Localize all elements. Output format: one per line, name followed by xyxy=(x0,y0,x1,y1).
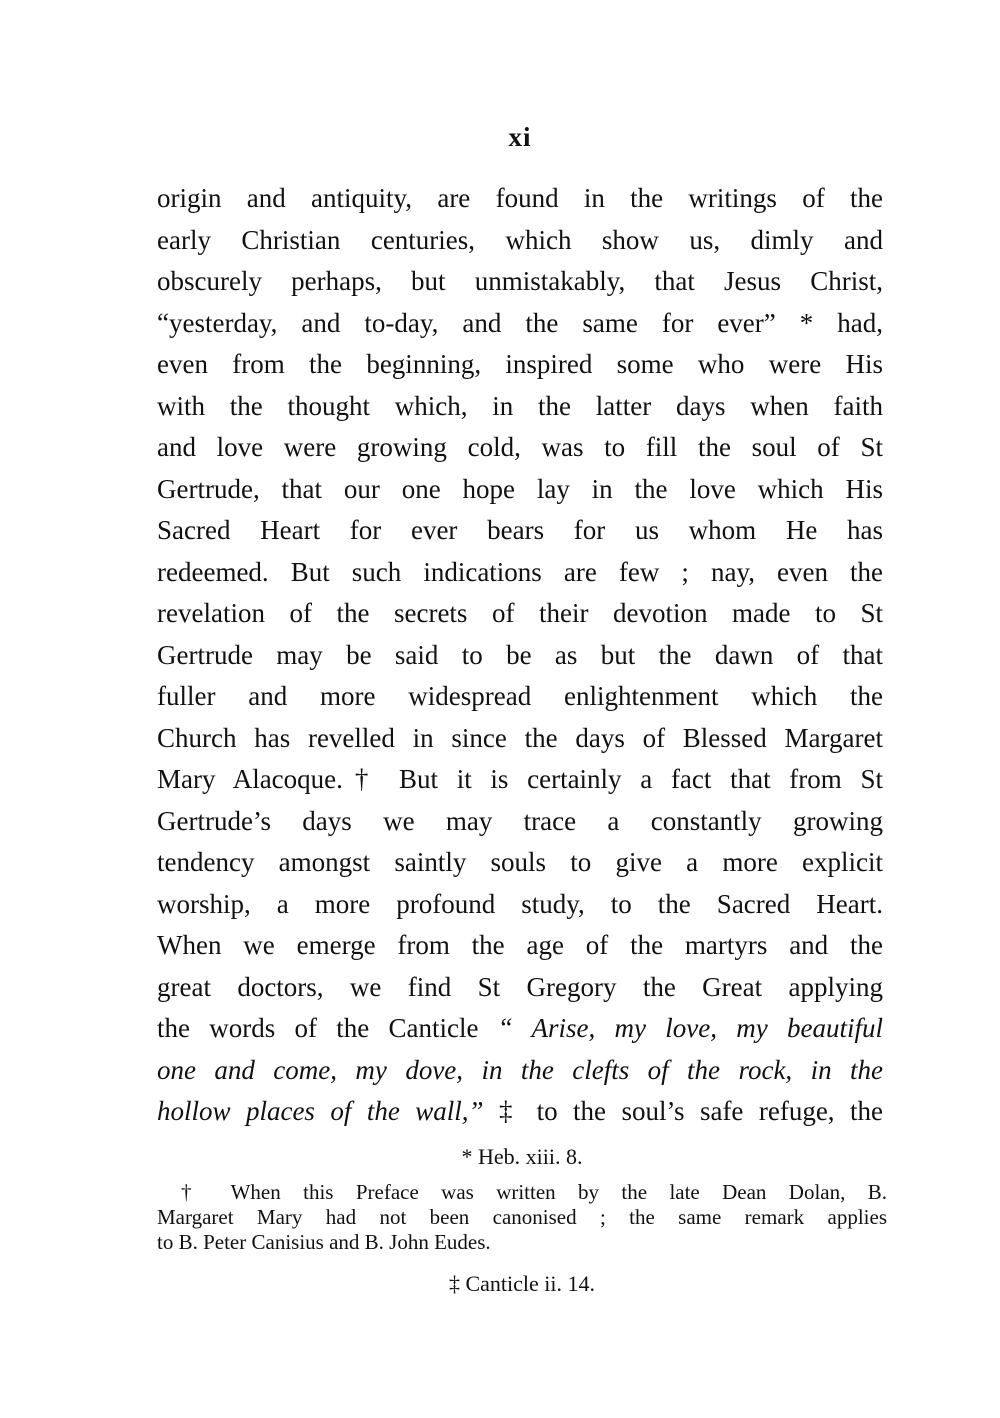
body-line: Mary Alacoque.† But it is certainly a fact that from St xyxy=(157,764,883,794)
body-line xyxy=(157,1008,883,1050)
body-line: “yesterday, and to-day, and the same for ever” * had, xyxy=(157,307,883,338)
body-line: revelation of the secrets of their devotion made to St xyxy=(157,598,883,628)
footnote-heb: * Heb. xiii. 8. xyxy=(461,1144,583,1169)
body-line: worship, a more profound study, to the Sacred Heart. xyxy=(157,888,883,919)
body-line: Gertrude may be said to be as but the dawn of that xyxy=(157,639,883,670)
body-line-prefix: the words of the Canticle xyxy=(157,1013,498,1043)
body-line: obscurely perhaps, but unmistakably, that Jesus Christ, xyxy=(157,266,883,296)
canticle-quote: “ Arise, my love, my beautiful xyxy=(497,1013,883,1043)
body-line: When we emerge from the age of the martyrs and the xyxy=(157,930,883,960)
body-line xyxy=(157,1050,883,1092)
body-line: and love were growing cold, was to fill the soul of St xyxy=(157,432,883,462)
body-line: origin and antiquity, are found in the writings of the xyxy=(157,183,883,213)
body-line: Gertrude, that our one hope lay in the love which His xyxy=(157,473,883,504)
footnote-line: Margaret Mary had not been canonised ; the same remark applies xyxy=(157,1205,887,1229)
body-line: with the thought which, in the latter days when faith xyxy=(157,390,883,421)
body-line: tendency amongst saintly souls to give a more explicit xyxy=(157,847,883,877)
footnote-canticle: ‡ Canticle ii. 14. xyxy=(448,1271,596,1296)
body-line: Sacred Heart for ever bears for us whom He has xyxy=(157,515,883,545)
body-line: redeemed. But such indications are few ; nay, even the xyxy=(157,556,883,587)
body-text xyxy=(157,178,883,1133)
canticle-quote: hollow places of the wall,” xyxy=(157,1096,484,1126)
body-line: Church has revelled in since the days of Blessed Margaret xyxy=(157,722,883,753)
footnote-line: † When this Preface was written by the late Dean Dolan, B. xyxy=(181,1180,887,1204)
body-line: fuller and more widespread enlightenment which the xyxy=(157,681,883,711)
body-line: early Christian centuries, which show us, dimly and xyxy=(157,224,883,255)
body-line: Gertrude’s days we may trace a constantly growing xyxy=(157,805,883,836)
body-line: even from the beginning, inspired some who were His xyxy=(157,349,883,379)
footnotes xyxy=(157,1140,887,1299)
page-number: xi xyxy=(508,122,532,152)
canticle-quote: one and come, my dove, in the clefts of the rock, in the xyxy=(157,1054,883,1085)
body-line-suffix: ‡ to the soul’s safe refuge, the xyxy=(483,1096,883,1126)
footnote-preface xyxy=(157,1180,887,1255)
body-line xyxy=(157,1091,883,1133)
footnote-line: to B. Peter Canisius and B. John Eudes. xyxy=(157,1230,491,1254)
body-line: great doctors, we find St Gregory the Great applying xyxy=(157,971,883,1002)
